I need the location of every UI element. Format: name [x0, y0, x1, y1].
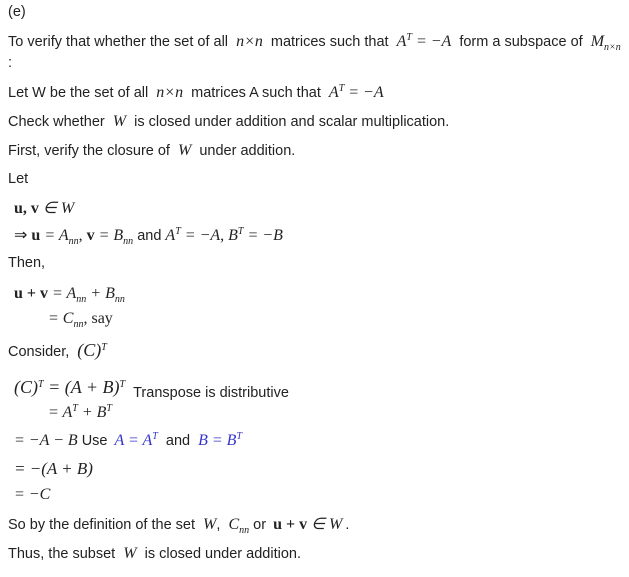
uv-in-w-2 [273, 516, 342, 533]
then-label: Then, [8, 255, 46, 271]
var-M: M [590, 33, 605, 50]
definition-text: So by the definition of the set [8, 517, 196, 533]
eq-A: = A [40, 227, 69, 244]
bold-v: v [86, 227, 95, 244]
transpose-sup: T [101, 342, 107, 353]
sub-nn: nn [114, 294, 125, 305]
say-word: , say [83, 310, 113, 327]
eq-b-bt [198, 432, 242, 449]
intro-text-1: To verify that whether the set of all [8, 34, 229, 50]
implication-line [14, 225, 283, 245]
conclusion-text-1: Thus, the subset [8, 546, 116, 562]
eq-a-at [115, 432, 158, 449]
bold-uv: u, v [14, 200, 39, 217]
transpose-line [14, 377, 289, 401]
intro-line [8, 33, 621, 51]
note-distributive: Transpose is distributive [133, 385, 289, 401]
period: . [345, 517, 350, 533]
sum-line [14, 285, 125, 303]
expr-end: = −B [243, 227, 283, 244]
sub-nn: nn [76, 294, 87, 305]
sub-nn: nn [68, 236, 79, 247]
eq-C: = C [48, 310, 74, 327]
intro-text-2: matrices such that [270, 34, 389, 50]
first-verify-line [8, 142, 295, 160]
plus-B: + B [77, 404, 107, 421]
part-label: (e) [8, 4, 26, 20]
matrix-space-expr [590, 33, 621, 53]
var-W: W [178, 142, 192, 159]
verify-text-1: First, verify the closure of [8, 143, 170, 159]
neg-sum-line: = −(A + B) [14, 459, 93, 478]
paren-A-plus-B: = (A + B) [43, 377, 120, 397]
transpose-sup: T [106, 403, 112, 414]
var-W: W [123, 545, 137, 562]
comma: , [216, 517, 221, 533]
c-transpose [77, 340, 107, 360]
intro-text-3: form a subspace of [459, 34, 583, 50]
bold-u-plus-v: u + v [14, 285, 49, 302]
transpose-expr [14, 377, 125, 397]
definition-line [8, 514, 349, 534]
check-text-1: Check whether [8, 114, 105, 130]
n-by-n-expr-2: n×n [156, 84, 184, 101]
var-W: W [203, 516, 217, 533]
eq-b: B = B [198, 432, 237, 449]
consider-text: Consider, [8, 344, 70, 360]
expr-mid: = −A, B [180, 227, 238, 244]
sub-nn: nn [239, 525, 250, 536]
let-w-text-1: Let W be the set of all [8, 85, 149, 101]
expr-rest: = −A [344, 84, 384, 101]
var-A: A [165, 227, 176, 244]
let-label: Let [8, 171, 29, 187]
transpose-sup: T [237, 226, 244, 237]
space-sub: n×n [604, 42, 621, 53]
sub-nn: nn [123, 236, 134, 247]
say-line [48, 310, 113, 328]
condition-expr [397, 33, 452, 50]
check-line [8, 113, 449, 131]
condition-expr-2 [329, 84, 384, 101]
eq-a: A = A [114, 432, 153, 449]
uv-in-w [14, 198, 74, 218]
consider-line [8, 340, 107, 361]
neg-c-line: = −C [14, 486, 51, 503]
sub-nn: nn [73, 319, 84, 330]
comma: , [78, 227, 87, 244]
let-w-line [8, 84, 384, 102]
var-A: A [328, 84, 339, 101]
use-line [14, 432, 242, 450]
paren-C: (C) [77, 340, 102, 360]
in-w: ∈ W [307, 516, 343, 533]
and-word: and [165, 433, 191, 449]
var-A: A [396, 33, 407, 50]
intro-colon: : [8, 55, 13, 71]
at-plus-bt-line [48, 404, 112, 422]
var-W: W [112, 113, 127, 130]
transpose-sup: T [119, 379, 126, 390]
transpose-sup: T [338, 83, 345, 94]
conclusion-text-2: is closed under addition. [144, 546, 301, 562]
transpose-sup: T [406, 32, 412, 43]
let-w-text-2: matrices A such that [191, 85, 321, 101]
implies-arrow: ⇒ [14, 227, 28, 244]
transpose-sup: T [236, 431, 243, 442]
paren-C: (C) [14, 377, 38, 397]
c-nn [228, 516, 250, 536]
n-by-n-expr: n×n [236, 33, 263, 50]
and-word: and [133, 228, 166, 244]
use-word: Use [81, 433, 108, 449]
eq-A: = A [48, 404, 73, 421]
plus-B: + B [86, 285, 115, 302]
transpose-sup: T [152, 431, 158, 442]
transpose-sup: T [175, 226, 181, 237]
transpose-sup: T [72, 403, 78, 414]
eq-A: = A [48, 285, 77, 302]
bold-u-plus-v: u + v [273, 516, 308, 533]
or-word: or [253, 517, 267, 533]
eq-B: = B [94, 227, 124, 244]
verify-text-2: under addition. [199, 143, 296, 159]
in-w: ∈ W [38, 200, 75, 217]
expr-rest: = −A [411, 33, 452, 50]
var-C: C [228, 516, 240, 533]
neg-a-minus-b: = −A − B [14, 432, 78, 449]
bold-u: u [31, 227, 41, 244]
conclusion-line [8, 545, 301, 563]
check-text-2: is closed under addition and scalar multiplication. [134, 114, 450, 130]
transpose-sup: T [38, 379, 44, 390]
